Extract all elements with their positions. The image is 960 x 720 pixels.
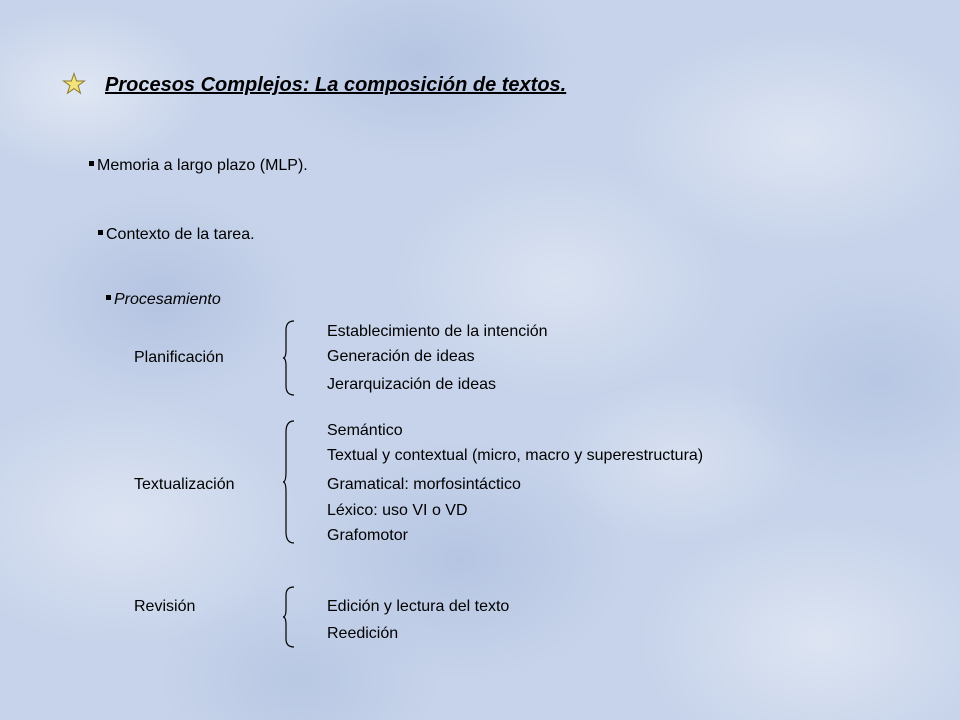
revision-item: Edición y lectura del texto [327,598,510,615]
textualizacion-label: Textualización [134,476,235,493]
page-title: Procesos Complejos: La composición de textos. [105,74,567,96]
planificacion-item: Generación de ideas [327,348,475,365]
textualizacion-item: Semántico [327,422,403,439]
bullet-memoria [89,157,308,175]
revision-label: Revisión [134,598,196,615]
bullet-contexto [98,226,255,244]
star-icon [62,72,86,96]
bullet-square-icon [106,295,111,300]
planificacion-brace [283,320,297,396]
bullet-square-icon [98,230,103,235]
textualizacion-brace [283,420,297,544]
bullet-contexto-text: Contexto de la tarea. [106,226,255,243]
textualizacion-item: Grafomotor [327,527,408,544]
textualizacion-item: Textual y contextual (micro, macro y superestructura) [327,447,704,464]
planificacion-label: Planificación [134,349,224,366]
planificacion-item: Establecimiento de la intención [327,323,548,340]
bullet-procesamiento [106,291,221,309]
planificacion-item: Jerarquización de ideas [327,376,496,393]
bullet-procesamiento-text: Procesamiento [114,291,221,308]
revision-brace [283,586,297,648]
textualizacion-item: Léxico: uso VI o VD [327,502,468,519]
textualizacion-item: Gramatical: morfosintáctico [327,476,521,493]
bullet-memoria-text: Memoria a largo plazo (MLP). [97,157,308,174]
bullet-square-icon [89,161,94,166]
revision-item: Reedición [327,625,399,642]
